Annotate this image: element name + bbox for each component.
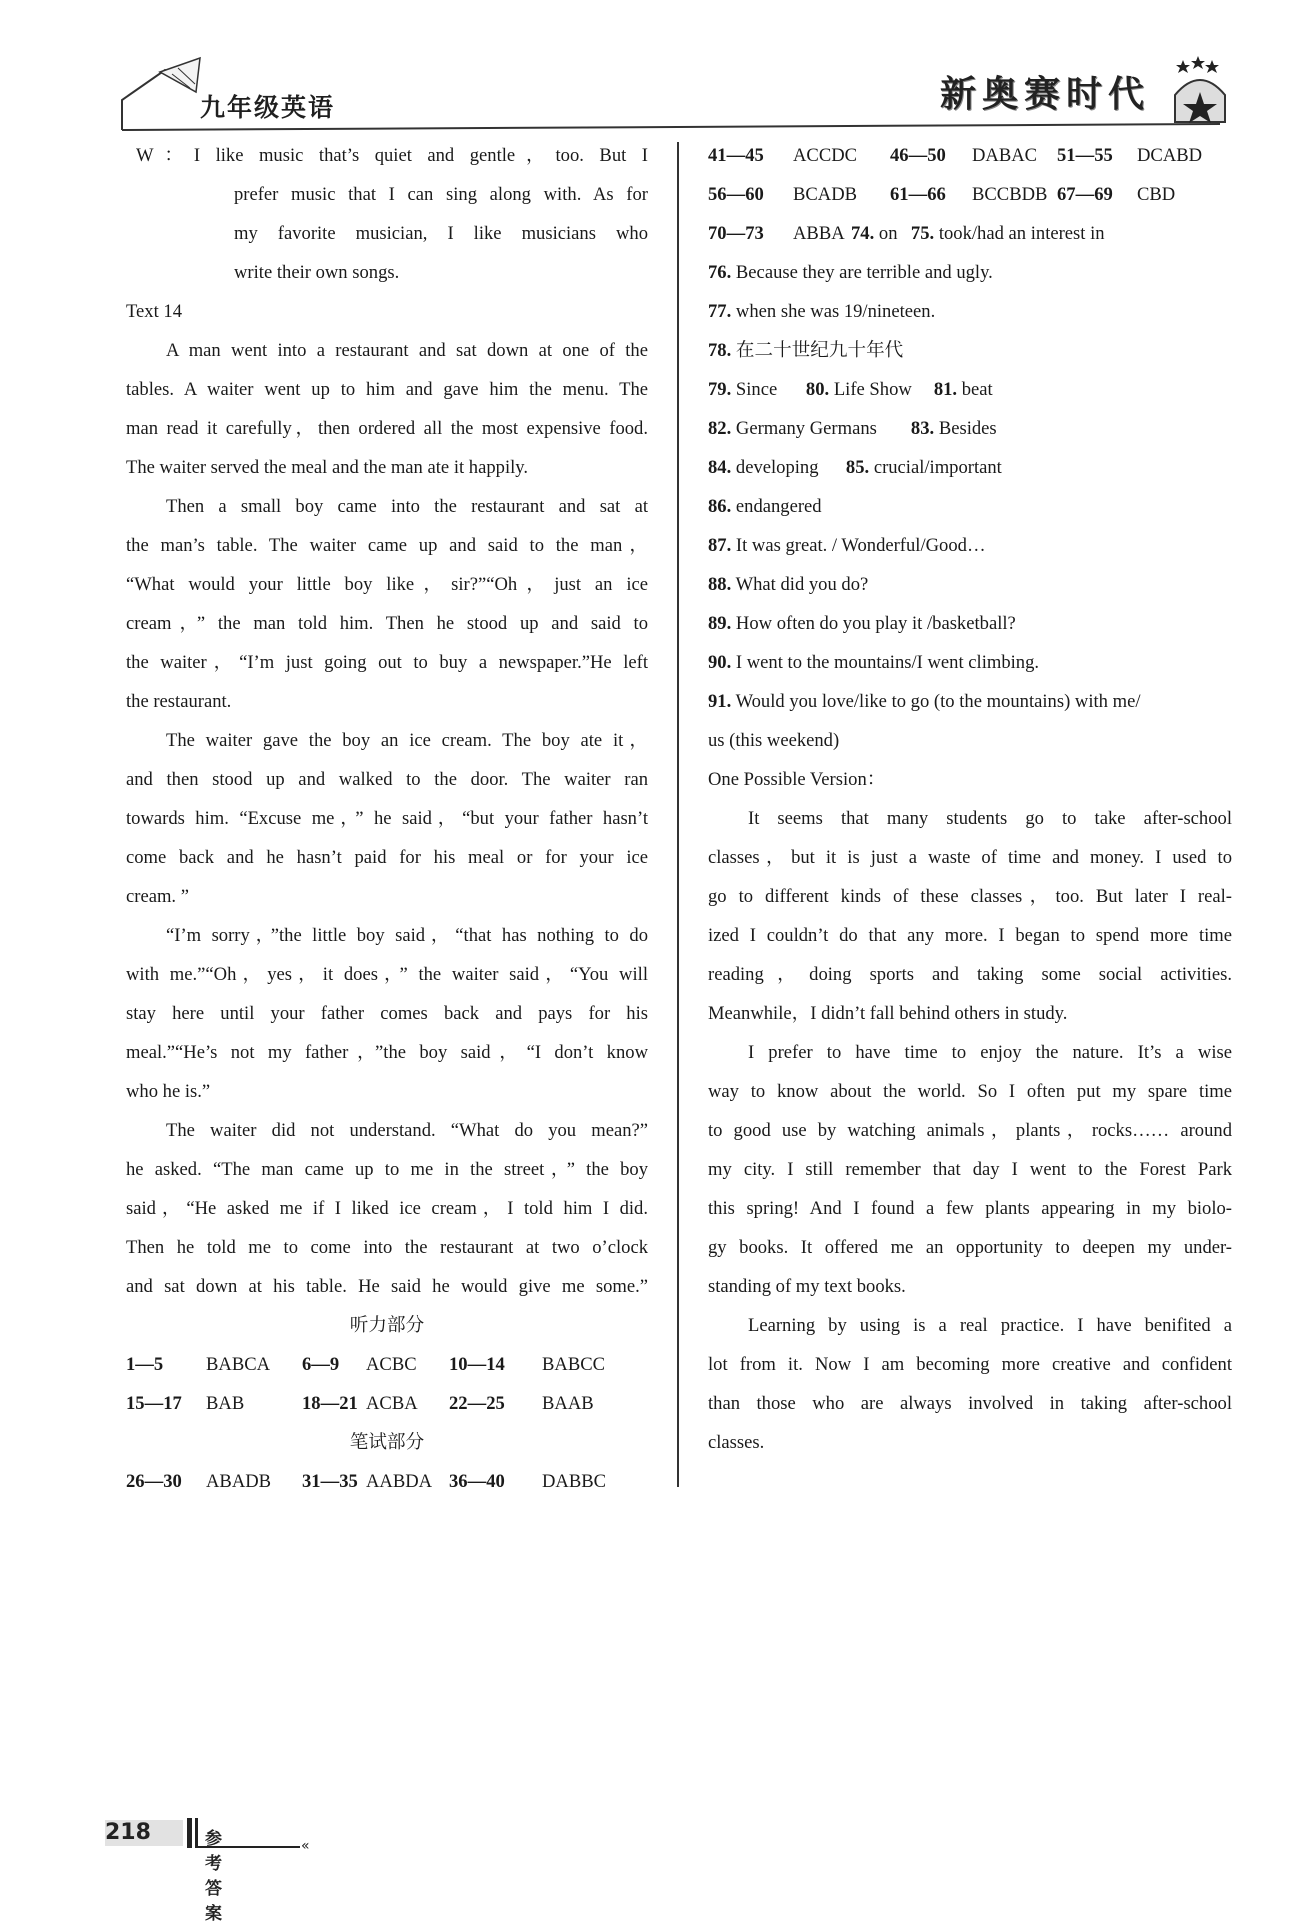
story-line: “What would your little boy like，sir?”“Oh，just an ice [126, 574, 648, 595]
essay-line: reading，doing sports and taking some social activities. [708, 964, 1232, 985]
answer-row [126, 1345, 648, 1384]
answer-item [708, 604, 1232, 643]
answer-item [708, 565, 1232, 604]
essay-line: to good use by watching animals，plants，rocks…… around [708, 1120, 1232, 1141]
answer-range: 36—40 [449, 1471, 505, 1492]
star-badge-icon [1175, 56, 1225, 123]
answer-range: 26—30 [126, 1471, 182, 1492]
item-number: 79. [708, 379, 732, 400]
answer-value: endangered [735, 496, 822, 517]
answer-value: Because they are terrible and ugly. [735, 262, 993, 283]
item-number: 75. [910, 223, 935, 244]
essay-line: classes，but it is just a waste of time and money. I used to [708, 847, 1232, 868]
answer-row [126, 1462, 648, 1501]
written-heading: 笔试部分 [349, 1432, 425, 1453]
left-column [126, 136, 648, 1501]
answer-row [708, 409, 1232, 448]
answer-value: when she was 19/nineteen. [735, 301, 936, 322]
answer-range: 56—60 [708, 184, 764, 205]
brand-logo: 新奥赛时代 [940, 74, 1151, 115]
item-number: 83. [910, 418, 935, 439]
answer-item [708, 292, 1232, 331]
story-line: stay here until your father comes back and pays for his [126, 1003, 648, 1024]
answer-range: 61—66 [890, 184, 946, 205]
page-number: 218 [105, 1820, 151, 1845]
answer-range: 18—21 [302, 1393, 358, 1414]
answer-value: ABADB [206, 1471, 272, 1492]
text-title: Text 14 [126, 301, 183, 322]
story-line: the man’s table. The waiter came up and said to the man， [126, 535, 648, 556]
footer-label: 参考答案 [205, 1829, 222, 1924]
answer-row [708, 214, 1232, 253]
essay-line: this spring! And I found a few plants appearing in my biolo- [708, 1198, 1232, 1219]
answer-range: 46—50 [890, 145, 946, 166]
answer-value: I went to the mountains/I went climbing. [735, 652, 1040, 673]
essay-line: Learning by using is a real practice. I have benifited a [748, 1315, 1232, 1336]
answer-row [126, 1384, 648, 1423]
answer-value: Life Show [833, 379, 912, 400]
story-line: come back and he hasn’t paid for his meal or for your ice [126, 847, 648, 868]
svg-text:«: « [301, 1838, 310, 1854]
answer-item [708, 253, 1232, 292]
answer-value: BAAB [542, 1393, 594, 1414]
story-line: meal.”“He’s not my father，”the boy said，“I don’t know [126, 1042, 648, 1063]
story-line: who he is.” [126, 1081, 211, 1102]
answer-item [708, 682, 1232, 721]
story-line: towards him. “Excuse me，” he said，“but your father hasn’t [126, 808, 648, 829]
answer-value: Germany Germans [735, 418, 877, 439]
answer-value: DABBC [542, 1471, 607, 1492]
item-number: 77. [708, 301, 732, 322]
answer-range: 1—5 [126, 1354, 164, 1375]
version-label: One Possible Version： [708, 769, 886, 790]
story-line: “I’m sorry，”the little boy said，“that has nothing to do [166, 925, 648, 946]
story-line: the waiter，“I’m just going out to buy a newspaper.”He left [126, 652, 648, 673]
answer-value: ACBA [366, 1393, 418, 1414]
dialogue-line: prefer music that I can sing along with. As for [234, 184, 648, 205]
answer-range: 22—25 [449, 1393, 505, 1414]
story-line: Then he told me to come into the restaurant at two o’clock [126, 1237, 648, 1258]
page-header [0, 0, 1300, 135]
story-line: A man went into a restaurant and sat down at one of the [166, 340, 648, 361]
item-number: 74. [851, 223, 875, 244]
answer-value: BAB [206, 1393, 245, 1414]
answer-row [708, 175, 1232, 214]
answer-value: BCCBDB [972, 184, 1048, 205]
answer-value: Would you love/like to go (to the mountains) with me/ [735, 691, 1141, 712]
item-number: 78. [708, 340, 732, 361]
story-line: the restaurant. [126, 691, 232, 712]
story-line: tables. A waiter went up to him and gave him the menu. The [126, 379, 648, 400]
answer-value: took/had an interest in [938, 223, 1105, 244]
answer-item [708, 643, 1232, 682]
item-number: 84. [708, 457, 732, 478]
essay-line: standing of my text books. [708, 1276, 906, 1297]
answer-item [708, 526, 1232, 565]
essay-line: ized I couldn’t do that any more. I began to spend more time [708, 925, 1232, 946]
answer-value: How often do you play it /basketball? [735, 613, 1016, 634]
essay-line: Meanwhile，I didn’t fall behind others in study. [708, 1003, 1068, 1024]
answer-value: AABDA [366, 1471, 433, 1492]
column-divider [677, 142, 679, 1487]
answer-range: 6—9 [302, 1354, 340, 1375]
answer-range: 70—73 [708, 223, 764, 244]
story-line: and then stood up and walked to the door. The waiter ran [126, 769, 648, 790]
answer-value: crucial/important [873, 457, 1002, 478]
story-line: The waiter gave the boy an ice cream. The boy ate it， [166, 730, 648, 751]
answer-range: 31—35 [302, 1471, 358, 1492]
answer-row [708, 448, 1232, 487]
essay-line: lot from it. Now I am becoming more creative and confident [708, 1354, 1232, 1375]
answer-row [708, 136, 1232, 175]
answer-value: ACCDC [793, 145, 858, 166]
answer-value: It was great. / Wonderful/Good… [735, 535, 986, 556]
story-line: cream. ” [126, 886, 189, 907]
essay-line: my city. I still remember that day I went to the Forest Park [708, 1159, 1232, 1180]
answer-value: DCABD [1137, 145, 1203, 166]
story-line: The waiter did not understand. “What do you mean?” [166, 1120, 648, 1141]
answer-value: developing [735, 457, 819, 478]
dialogue-line: my favorite musician, I like musicians who [234, 223, 648, 244]
answer-range: 15—17 [126, 1393, 182, 1414]
item-number: 90. [708, 652, 732, 673]
answer-value: CBD [1137, 184, 1176, 205]
answer-item [708, 487, 1232, 526]
answer-value: Besides [938, 418, 997, 439]
right-column [708, 136, 1232, 1462]
answer-value: What did you do? [735, 574, 869, 595]
story-line: cream，” the man told him. Then he stood up and said to [126, 613, 648, 634]
answer-row [708, 370, 1232, 409]
answer-value: beat [961, 379, 993, 400]
dialogue-line: write their own songs. [234, 262, 400, 283]
item-number: 86. [708, 496, 732, 517]
item-number: 89. [708, 613, 732, 634]
answer-value: ABBA [793, 223, 845, 244]
answer-value: BCADB [793, 184, 858, 205]
story-line: Then a small boy came into the restaurant and sat at [166, 496, 648, 517]
story-line: and sat down at his table. He said he would give me some.” [126, 1276, 648, 1297]
essay-line: I prefer to have time to enjoy the nature. It’s a wise [748, 1042, 1232, 1063]
story-line: The waiter served the meal and the man ate it happily. [126, 457, 529, 478]
item-number: 76. [708, 262, 732, 283]
item-number: 81. [933, 379, 958, 400]
answer-value: on [878, 223, 898, 244]
pen-icon [122, 58, 200, 130]
item-number: 91. [708, 691, 732, 712]
listening-heading: 听力部分 [349, 1315, 425, 1336]
item-number: 87. [708, 535, 732, 556]
essay-line: than those who are always involved in taking after-school [708, 1393, 1232, 1414]
answer-range: 51—55 [1057, 145, 1113, 166]
story-line: man read it carefully，then ordered all the most expensive food. [126, 418, 648, 439]
answer-range: 10—14 [449, 1354, 505, 1375]
essay-line: classes. [708, 1432, 765, 1453]
item-number: 82. [708, 418, 732, 439]
item-number: 80. [805, 379, 830, 400]
item-number: 88. [708, 574, 732, 595]
answer-value: ACBC [366, 1354, 417, 1375]
essay-line: go to different kinds of these classes，too. But later I real- [708, 886, 1232, 907]
answer-value: BABCA [206, 1354, 271, 1375]
answer-value: DABAC [972, 145, 1038, 166]
answer-range: 67—69 [1057, 184, 1113, 205]
answer-range: 41—45 [708, 145, 764, 166]
dialogue-line: W：I like music that’s quiet and gentle，too. But I [136, 145, 648, 166]
book-title: 九年级英语 [200, 93, 336, 122]
item-number: 85. [845, 457, 870, 478]
answer-value: Since [735, 379, 778, 400]
answer-value: 在二十世纪九十年代 [735, 340, 904, 361]
essay-line: It seems that many students go to take after-school [748, 808, 1232, 829]
essay-line: gy books. It offered me an opportunity to deepen my under- [708, 1237, 1232, 1258]
answer-value: BABCC [542, 1354, 606, 1375]
story-line: he asked. “The man came up to me in the street，” the boy [126, 1159, 648, 1180]
story-line: with me.”“Oh，yes，it does，” the waiter said，“You will [126, 964, 648, 985]
answer-item [708, 331, 1232, 370]
essay-line: way to know about the world. So I often put my spare time [708, 1081, 1232, 1102]
answer-continuation: us (this weekend) [708, 730, 840, 751]
story-line: said，“He asked me if I liked ice cream，I told him I did. [126, 1198, 648, 1219]
